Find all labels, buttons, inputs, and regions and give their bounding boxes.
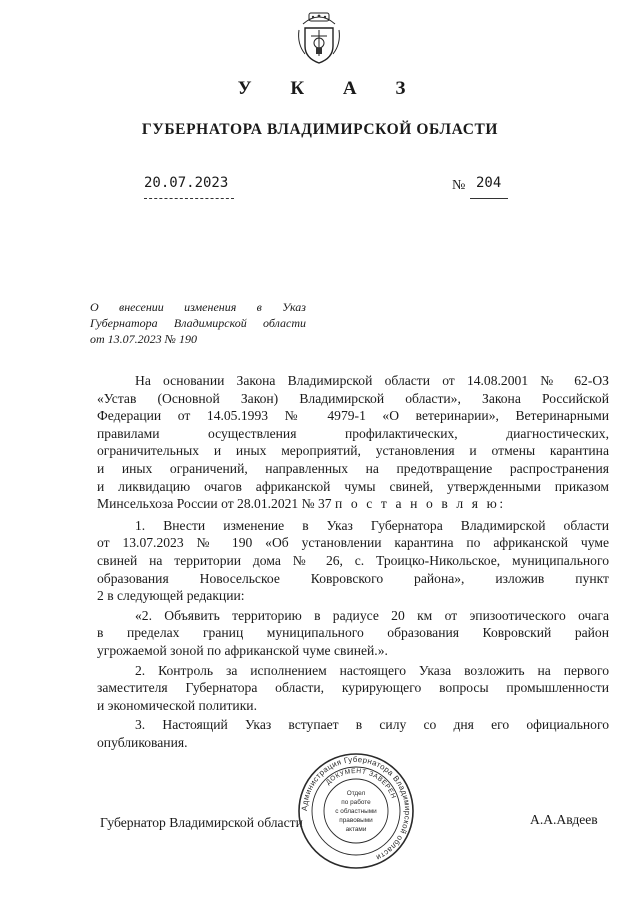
body-line: и экономической политики. xyxy=(97,697,257,713)
date-underline xyxy=(144,198,234,199)
stamp-inner-text: ДОКУМЕНТ ЗАВЕРЕН xyxy=(324,767,397,800)
stamp-center-line: Отдел xyxy=(346,790,366,797)
official-stamp xyxy=(297,752,415,870)
body-line: На основании Закона Владимирской области от 14.08.2001 № 62-ОЗ xyxy=(135,373,609,388)
body-line xyxy=(97,495,609,513)
number-sign: № xyxy=(452,178,466,193)
stamp-center-line: актами xyxy=(345,826,367,833)
body-line: правилами осуществления профилактических, диагностических, xyxy=(97,425,609,441)
subject-line: О внесении изменения в Указ xyxy=(90,300,306,314)
stamp-center-line: с областными xyxy=(335,808,377,815)
number-underline xyxy=(470,198,508,199)
document-body xyxy=(97,372,609,751)
body-line: ограничительных и иных мероприятий, установления и отмены карантина xyxy=(97,443,609,459)
body-line: опубликования. xyxy=(97,734,188,750)
body-line: и ликвидацию очагов африканской чумы свиней, утвержденными приказом xyxy=(97,478,609,494)
stamp-center-line: по работе xyxy=(341,799,371,806)
body-line: от 13.07.2023 № 190 «Об установлении карантина по африканской чуме xyxy=(97,535,609,551)
signatory-name: А.А.Авдеев xyxy=(530,812,598,827)
body-line: «Устав (Основной Закон) Владимирской области», Закона Российской xyxy=(97,390,609,406)
body-line: в пределах границ муниципального образования Ковровский район xyxy=(97,625,609,641)
body-line: заместителя Губернатора области, курирующего вопросы промышленности xyxy=(97,680,609,696)
coat-of-arms-icon xyxy=(295,10,343,66)
stamp-outer-text: Администрация Губернатора Владимирской области xyxy=(299,754,413,863)
body-line: и иных ограничений, направленных на предотвращение распространения xyxy=(97,460,609,476)
document-date: 20.07.2023 xyxy=(144,175,229,191)
document-subtitle: ГУБЕРНАТОРА ВЛАДИМИРСКОЙ ОБЛАСТИ xyxy=(141,121,499,138)
stamp-center-line: правовыми xyxy=(339,817,373,824)
body-line: Федерации от 14.05.1993 № 4979-1 «О ветеринарии», Ветеринарными xyxy=(97,408,609,424)
signatory-position: Губернатор Владимирской области xyxy=(100,815,303,830)
body-line: «2. Объявить территорию в радиусе 20 км от эпизоотического очага xyxy=(135,607,609,623)
document-number: 204 xyxy=(476,175,502,191)
body-line: 1. Внести изменение в Указ Губернатора Владимирской области xyxy=(135,517,609,533)
body-line: угрожаемой зоной по африканской чуме свиней.». xyxy=(97,642,388,658)
document-subject xyxy=(90,299,306,347)
body-line: образования Новосельское Ковровского района», изложив пункт xyxy=(97,570,609,586)
body-line: 3. Настоящий Указ вступает в силу со дня его официального xyxy=(135,717,609,733)
subject-line: Губернатора Владимирской области xyxy=(90,316,306,330)
body-line: свиней на территории дома № 26, с. Троицко-Никольское, муниципального xyxy=(97,552,609,568)
subject-line: от 13.07.2023 № 190 xyxy=(90,332,197,346)
body-line-text: Минсельхоза России от 28.01.2021 № 37 xyxy=(97,496,332,512)
decree-word: п о с т а н о в л я ю: xyxy=(335,496,506,512)
document-title: У К А З xyxy=(237,78,423,99)
body-line: 2 в следующей редакции: xyxy=(97,588,245,604)
body-line: 2. Контроль за исполнением настоящего Указа возложить на первого xyxy=(135,662,609,678)
